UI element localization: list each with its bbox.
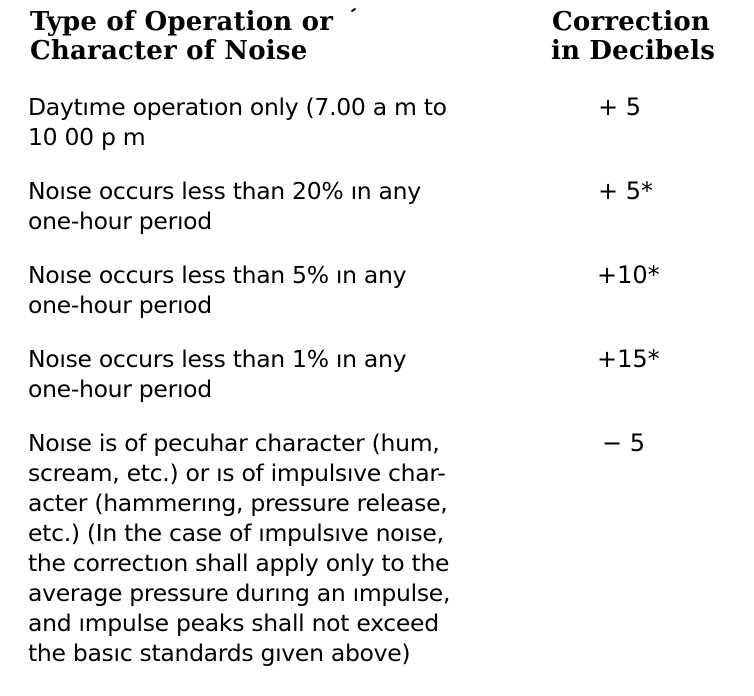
column-header-operation-line1: Type of Operation or xyxy=(30,7,334,37)
description-line: 10 00 p m xyxy=(28,123,146,151)
description-line: one-hour perıod xyxy=(28,291,212,319)
description-line: the basıc standards gıven above) xyxy=(28,639,411,667)
description-line: Noıse occurs less than 1% ın any xyxy=(28,345,407,373)
row-description xyxy=(28,92,508,152)
description-line: one-hour perıod xyxy=(28,375,212,403)
description-line: etc.) (In the case of ımpulsıve noıse, xyxy=(28,519,444,547)
row-description xyxy=(28,260,508,320)
row-correction: + 5 xyxy=(598,93,642,121)
column-header-operation xyxy=(30,8,333,66)
description-line: one-hour perıod xyxy=(28,207,212,235)
description-line: Noıse is of pecuhar character (hum, xyxy=(28,429,440,457)
description-line: scream, etc.) or ıs of impulsıve char- xyxy=(28,459,446,487)
description-line: and ımpulse peaks shall not exceed xyxy=(28,609,439,637)
column-header-correction-line2: in Decibels xyxy=(551,36,716,66)
row-correction: +10* xyxy=(597,261,660,289)
row-correction: − 5 xyxy=(602,429,646,457)
row-description xyxy=(28,428,508,668)
stray-mark xyxy=(351,8,356,13)
description-line: acter (hammerıng, pressure release, xyxy=(28,489,448,517)
column-header-correction-line1: Correction xyxy=(552,7,710,37)
column-header-correction xyxy=(551,7,716,66)
description-line: Daytıme operatıon only (7.00 a m to xyxy=(28,93,447,121)
row-correction: +15* xyxy=(597,345,660,373)
description-line: Noıse occurs less than 5% ın any xyxy=(28,261,407,289)
row-description xyxy=(28,176,508,236)
description-line: average pressure durıng an ımpulse, xyxy=(28,579,451,607)
description-line: the correctıon shall apply only to the xyxy=(28,549,450,577)
row-correction: + 5* xyxy=(598,177,654,205)
column-header-operation-line2: Character of Noise xyxy=(30,36,308,66)
row-description xyxy=(28,344,508,404)
description-line: Noıse occurs less than 20% ın any xyxy=(28,177,421,205)
